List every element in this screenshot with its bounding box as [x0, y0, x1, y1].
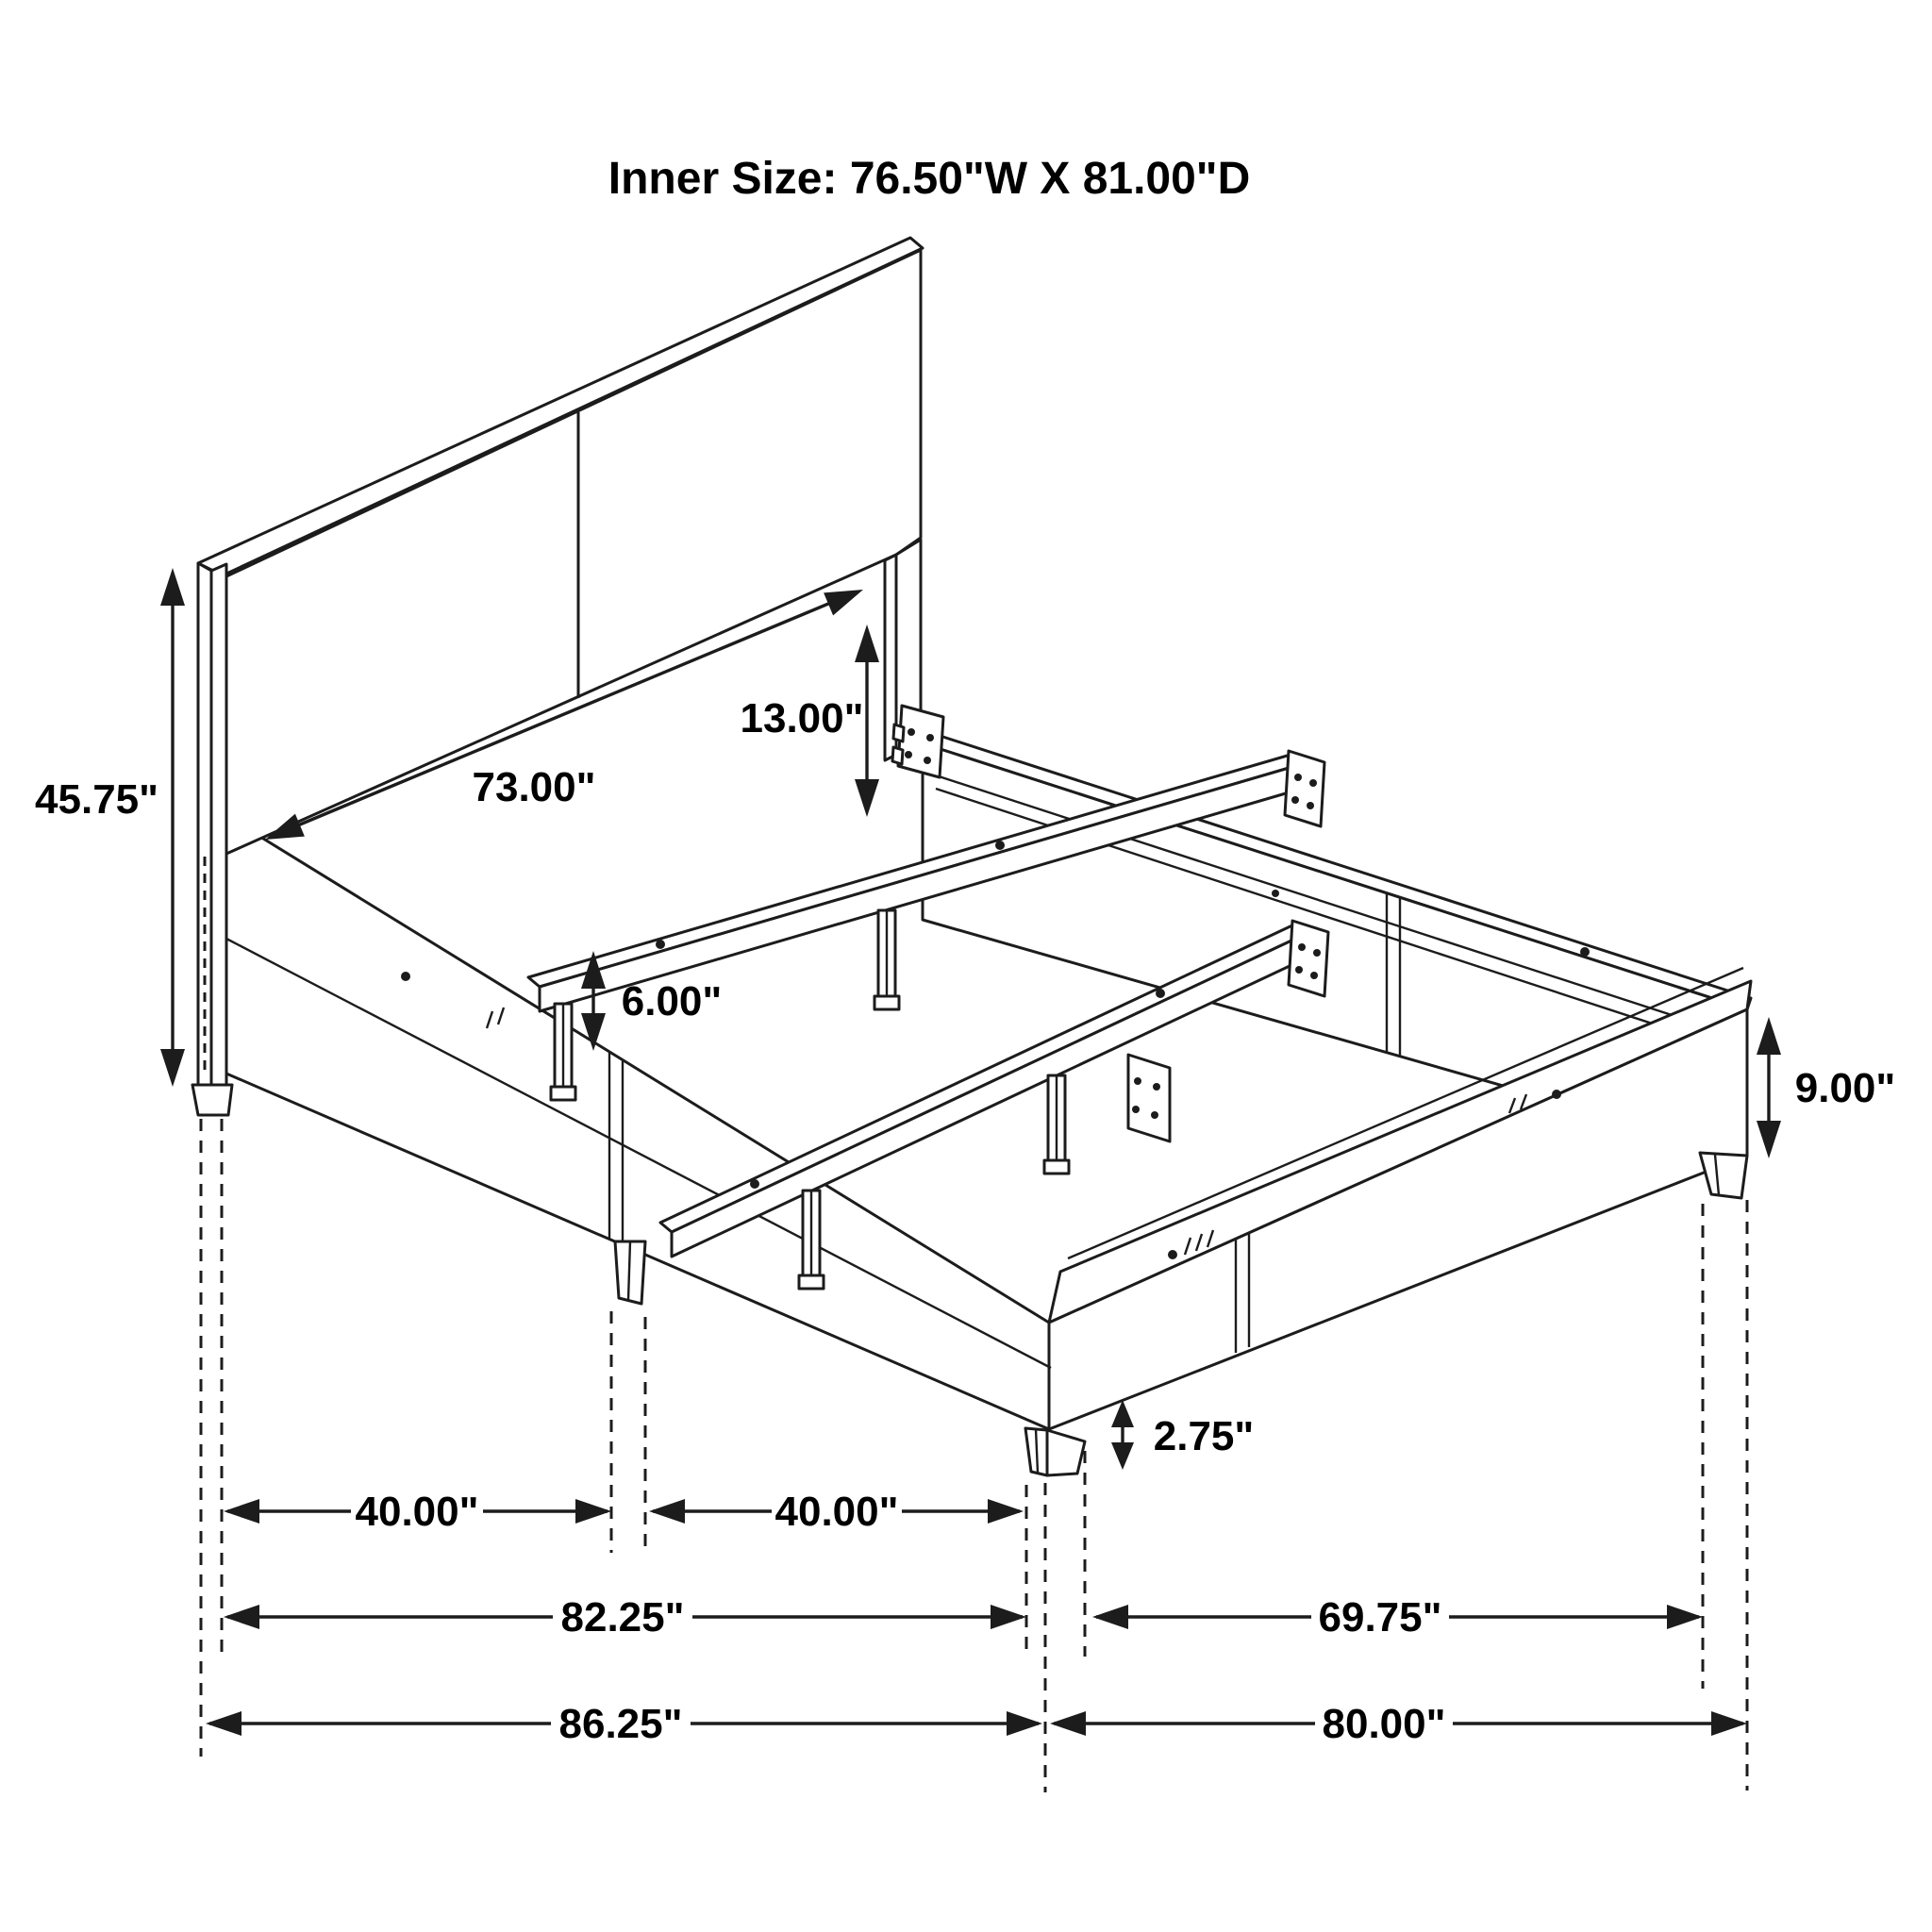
- dim-length-inner: [224, 1594, 1026, 1641]
- dim-label-length-outer: 86.25": [558, 1701, 683, 1747]
- dim-support-spacing-1: [224, 1489, 611, 1535]
- center-cleat-plate: [1128, 1055, 1170, 1141]
- support-rail-2-leg-back: [1044, 1075, 1069, 1174]
- dim-corner-leg: [1111, 1400, 1254, 1470]
- support-rail-2-bracket: [1289, 921, 1328, 996]
- dim-label-headboard-height: 45.75": [35, 776, 158, 823]
- dim-label-length-inner: 82.25": [560, 1594, 685, 1641]
- dim-width-outer: [1050, 1701, 1747, 1747]
- headboard-panel: [226, 250, 921, 854]
- dim-label-rail-height: 9.00": [1794, 1065, 1896, 1111]
- dim-label-panel-to-rail: 13.00": [740, 695, 864, 741]
- dim-panel-to-rail: [741, 625, 879, 817]
- headboard-bracket: [892, 706, 943, 777]
- support-rail-1-leg-back: [874, 910, 899, 1009]
- dim-headboard-height: [35, 568, 185, 1087]
- foot-front-leg: [1025, 1428, 1085, 1475]
- left-rail-mid-leg: [615, 1241, 645, 1304]
- support-rail-1-bracket: [1285, 751, 1324, 826]
- dim-rail-height: [1757, 1017, 1895, 1158]
- dim-label-support-spacing-2: 40.00": [774, 1489, 899, 1535]
- dim-label-headboard-width: 73.00": [472, 764, 596, 810]
- diagram-title: Inner Size: 76.50"W X 81.00"D: [608, 154, 1251, 204]
- dim-label-width-inner: 69.75": [1318, 1594, 1442, 1641]
- foot-right-leg: [1700, 1153, 1747, 1198]
- dim-label-center-leg: 6.00": [621, 978, 723, 1024]
- dim-label-support-spacing-1: 40.00": [355, 1489, 479, 1535]
- dim-length-outer: [206, 1701, 1042, 1747]
- dim-width-inner: [1092, 1594, 1703, 1641]
- support-rail-2-leg-front: [799, 1191, 824, 1289]
- support-rail-1-leg-front: [551, 1004, 575, 1100]
- dim-support-spacing-2: [649, 1489, 1024, 1535]
- dim-label-width-outer: 80.00": [1322, 1701, 1446, 1747]
- dim-label-corner-leg: 2.75": [1153, 1413, 1255, 1459]
